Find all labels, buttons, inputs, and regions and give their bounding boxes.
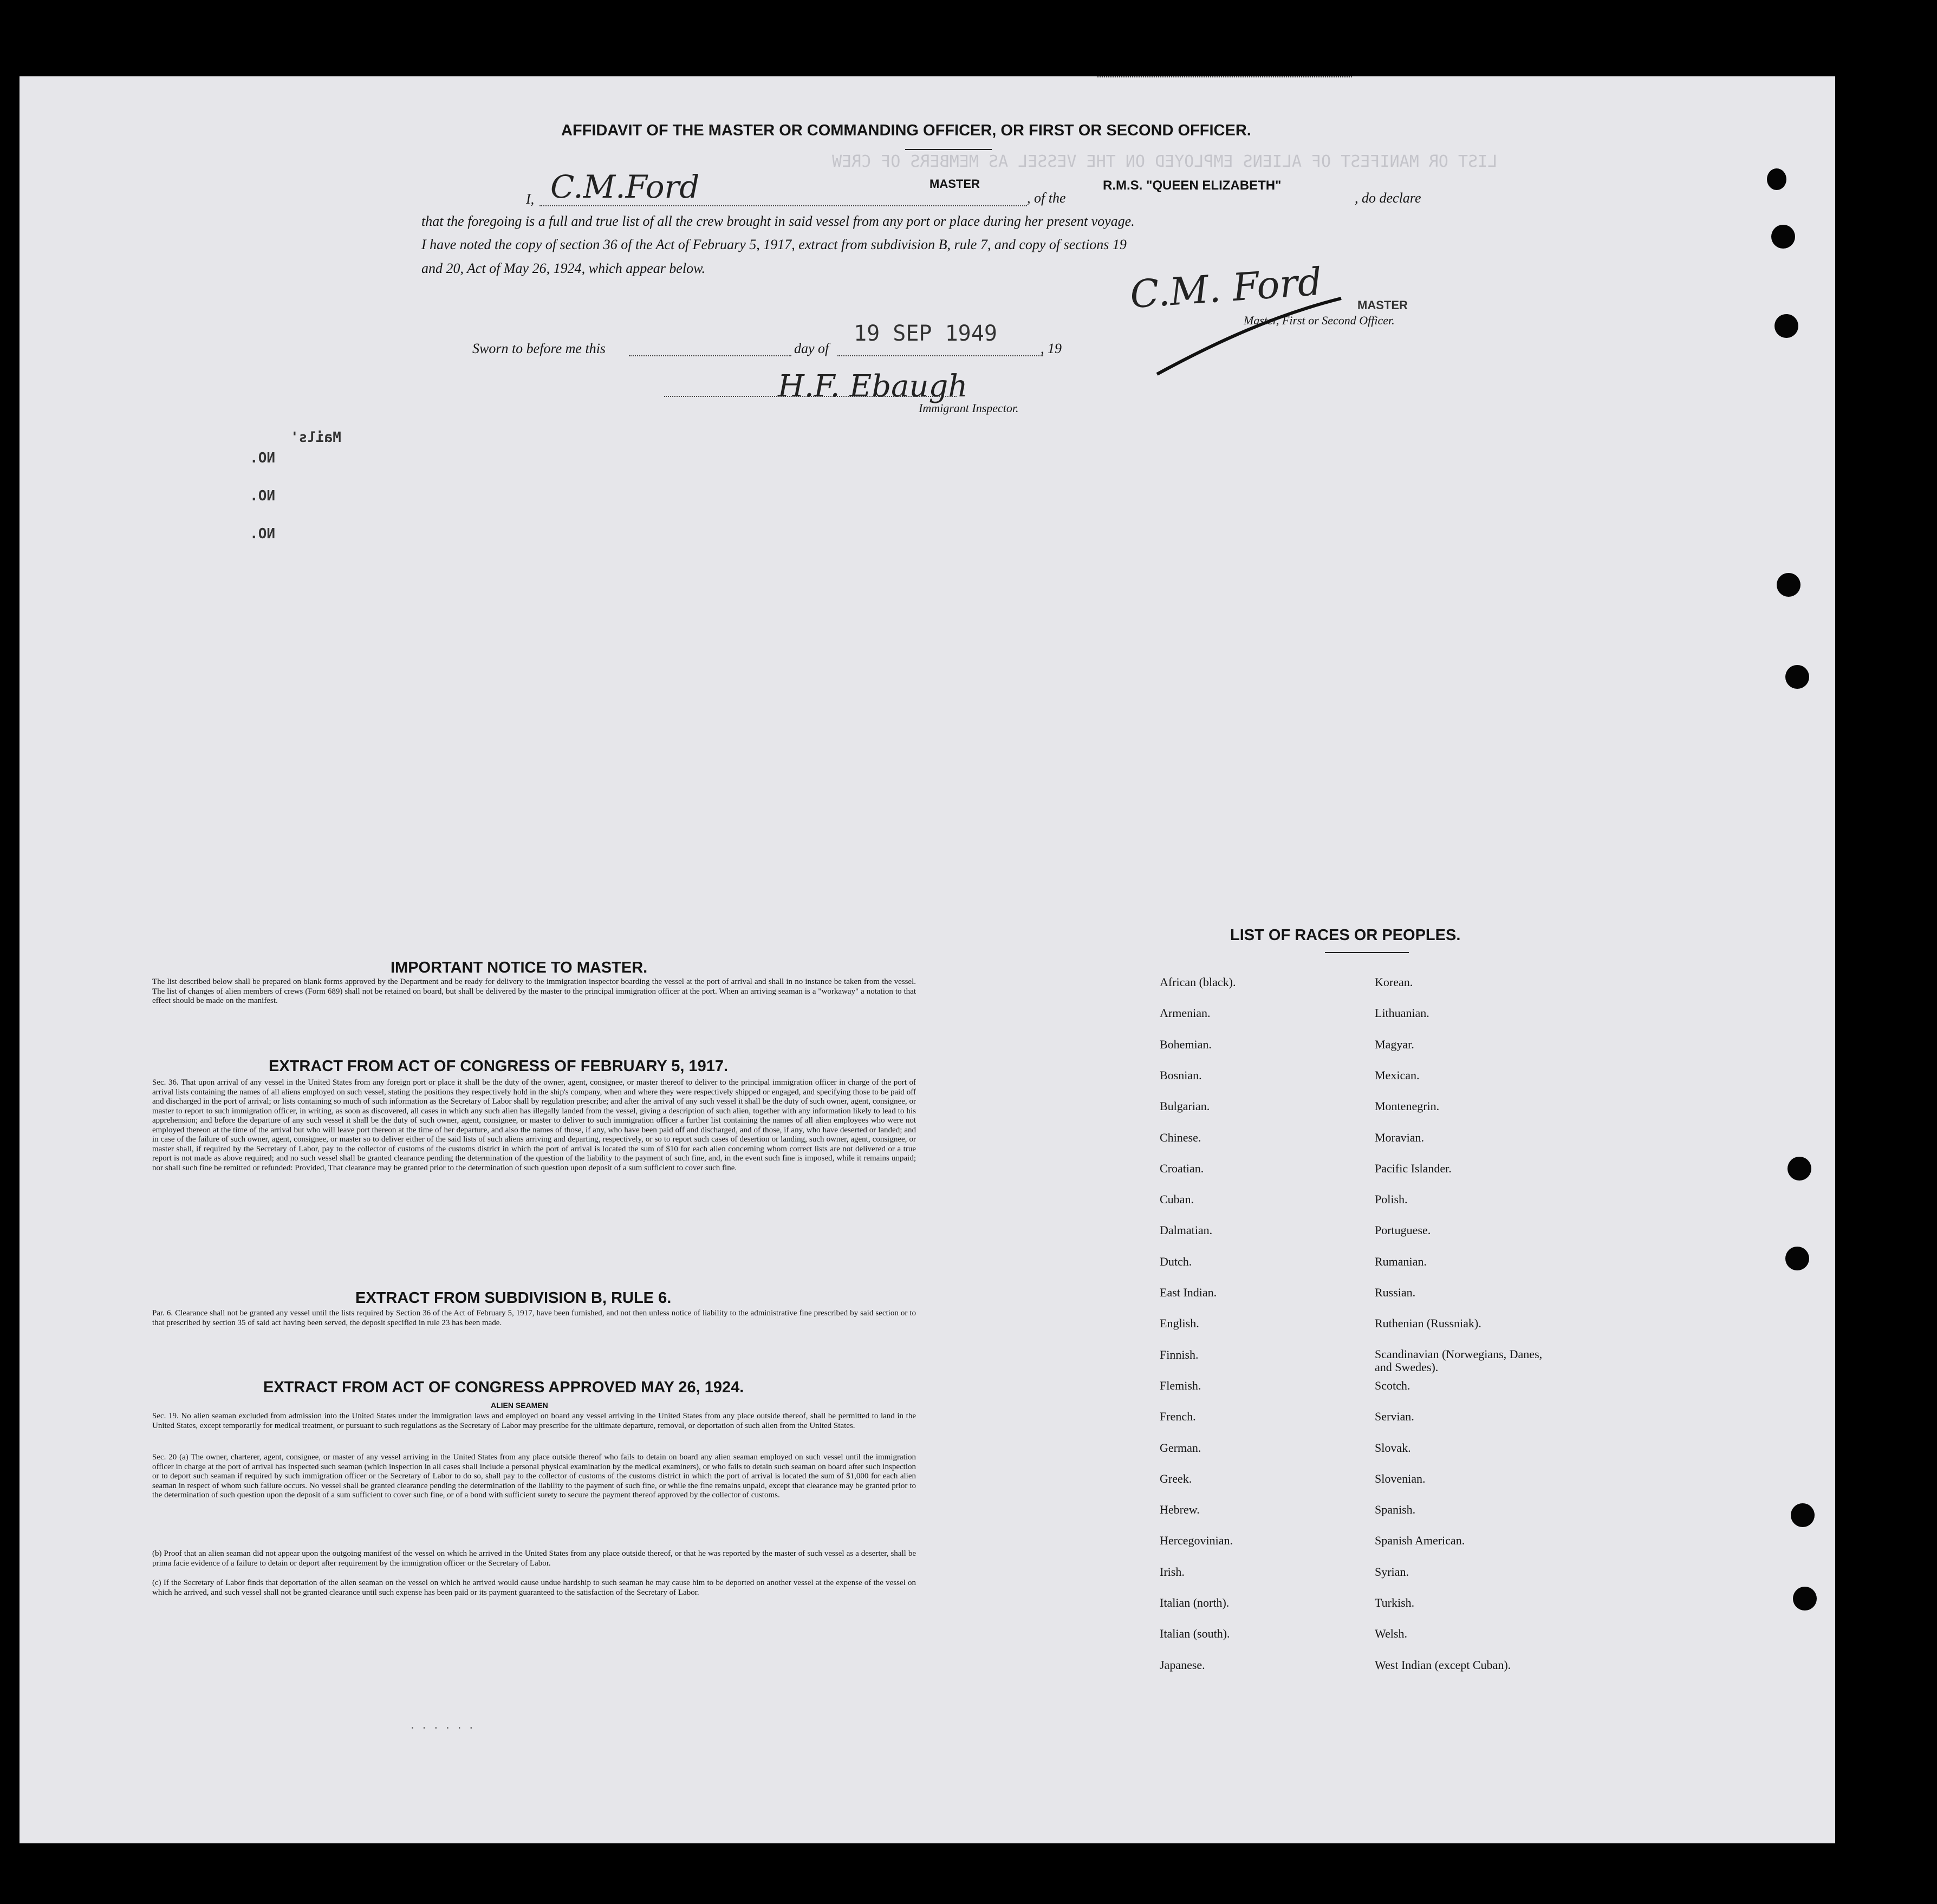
date-stamp: 19 SEP 1949 — [854, 321, 997, 346]
do-declare-label: , do declare — [1355, 190, 1421, 206]
race-item: Servian. — [1375, 1410, 1414, 1424]
race-item: Portuguese. — [1375, 1223, 1431, 1237]
race-item: Italian (north). — [1160, 1596, 1230, 1609]
signature-flourish — [1152, 293, 1347, 380]
race-item: Turkish. — [1375, 1596, 1415, 1609]
race-item: Bosnian. — [1160, 1068, 1202, 1082]
race-item: Hebrew. — [1160, 1503, 1200, 1517]
punch-hole — [1785, 1247, 1809, 1270]
bleed-through-header: LIST OR MANIFEST OF ALIENS EMPLOYED ON THE VESSEL AS MEMBERS OF CREW — [832, 152, 1498, 171]
extract-1924-subtitle: ALIEN SEAMEN — [491, 1401, 548, 1410]
inspector-signature: H.F. Ebaugh — [778, 369, 968, 404]
race-item: Spanish American. — [1375, 1534, 1465, 1548]
stray-marks: · · · · · · — [410, 1723, 474, 1734]
race-item: Italian (south). — [1160, 1627, 1230, 1641]
race-item: Dalmatian. — [1160, 1223, 1213, 1237]
race-item: Scotch. — [1375, 1378, 1410, 1392]
affidavit-line-2: that the foregoing is a full and true list of all the crew brought in said vessel from any port or place during her present voyage. — [421, 213, 1135, 229]
title-underline — [905, 149, 992, 150]
race-item: Welsh. — [1375, 1627, 1407, 1641]
extract-1917-title: EXTRACT FROM ACT OF CONGRESS OF FEBRUARY 5, 1917. — [269, 1058, 729, 1075]
notice-text: The list described below shall be prepared on blank forms approved by the Department and be ready for delivery to the immigration inspector boarding the vessel at the port of arrival and shall in no instance be taken from the vessel. The list of changes of alien members of crews (Form 689) shall not be retained on board, but shall be delivered by the master to the principal immigration officer at the port. When an arriving seaman is a "workaway" a notation to that effect should be made on the manifest. — [152, 977, 916, 1005]
race-item: African (black). — [1160, 975, 1236, 989]
punch-hole — [1767, 168, 1786, 190]
race-item: Moravian. — [1375, 1130, 1425, 1144]
race-item: Pacific Islander. — [1375, 1161, 1452, 1175]
year-prefix: , 19 — [1041, 341, 1062, 356]
inspector-caption: Immigrant Inspector. — [919, 401, 1019, 415]
master-signature: C.M. Ford — [1128, 259, 1324, 317]
document-sheet — [20, 76, 1835, 1843]
race-item: Spanish. — [1375, 1503, 1416, 1517]
extract-1917-text: Sec. 36. That upon arrival of any vessel in the United States from any foreign port or place it shall be the duty of the owner, agent, consignee, or master thereof to deliver to the principal immigration officer in charge of the port of arrival lists containing the names of all aliens employed on such vessel, stating the positions they respectively hold in the ship's company, when and where they were respectively shipped or engaged, and specifying those to be paid off and discharged in the port of arrival; or lists containing so much of such information as the Secretary of Labor shall by regulation prescribe; and after the arrival of any such vessel it shall be the duty of such owner, agent, consignee, or master to report to such immigration officer, in writing, as soon as discovered, all cases in which any such alien has illegally landed from the vessel, giving a description of such alien, together with any information likely to lead to his apprehension; and before the departure of any such vessel it shall be the duty of such owner, agent, consignee, or master to deliver to such immigration officer a further list containing the names of all alien employees who were not employed thereon at the time of the arrival but who will leave port thereon at the time of her departure, and also the names of those, if any, who have been paid off and discharged, and of those, if any, who have deserted or landed; and in case of the failure of such owner, agent, consignee, or master so to deliver either of the said lists of such aliens arriving and departing, respectively, or so to report such cases of desertion or landing, such owner, agent, consignee, or master shall, if required by the Secretary of Labor, pay to the collector of customs of the customs district in which the port of arrival is located the sum of $10 for each alien concerning whom correct lists are not delivered or a true report is not made as above required; and no such vessel shall be granted clearance pending the determination of the question of the liability to the payment of such fine, and, in the event such fine is imposed, while it remains unpaid; nor shall such fine be remitted or refunded: Provided, That clearance may be granted prior to the determination of such question upon deposit of a sum sufficient to cover such fine. — [152, 1078, 916, 1172]
race-item: Scandinavian (Norwegians, Danes, and Swedes). — [1375, 1347, 1543, 1374]
affidavit-line-3: I have noted the copy of section 36 of the Act of February 5, 1917, extract from subdivision B, rule 7, and copy of sections 19 — [421, 237, 1127, 252]
punch-hole — [1777, 573, 1800, 597]
races-title: LIST OF RACES OR PEOPLES. — [1230, 927, 1461, 944]
name-line — [540, 205, 1027, 206]
race-item: Slovenian. — [1375, 1471, 1426, 1485]
signature-rank: MASTER — [1357, 298, 1408, 312]
race-item: Japanese. — [1160, 1658, 1205, 1672]
race-item: Polish. — [1375, 1192, 1408, 1207]
inspector-line — [664, 396, 957, 397]
extract-1924-sec19: Sec. 19. No alien seaman excluded from admission into the United States under the immigration laws and employed on board any vessel arriving in the United States from any place outside thereof, shall be permitted to land in the United States, except temporarily for medical treatment, or pursuant to such regulations as the Secretary of Labor may prescribe for the ultimate departure, removal, or deportation of such alien from the United States. — [152, 1412, 916, 1430]
affidavit-title: AFFIDAVIT OF THE MASTER OR COMMANDING OFFICER, OR FIRST OR SECOND OFFICER. — [561, 122, 1251, 139]
race-item: Montenegrin. — [1375, 1099, 1440, 1113]
punch-hole — [1787, 1157, 1811, 1181]
sworn-label: Sworn to before me this — [472, 341, 606, 356]
extract-rule6-text: Par. 6. Clearance shall not be granted any vessel until the lists required by Section 36 of the Act of February 5, 1917, have been furnished, and not then unless notice of liability to the administrative fine prescribed by said section or to that prescribed by section 35 of said act having been served, the deposit specified in rule 23 has been made. — [152, 1309, 916, 1327]
day-of-label: day of — [794, 341, 829, 356]
bleed-word: Mails' — [290, 429, 341, 446]
sworn-month-line — [837, 355, 1043, 356]
master-name-handwritten: C.M.Ford — [550, 168, 700, 205]
punch-hole — [1774, 314, 1798, 338]
punch-hole — [1793, 1587, 1817, 1610]
race-item: Irish. — [1160, 1564, 1185, 1579]
race-item: West Indian (except Cuban). — [1375, 1658, 1511, 1672]
races-title-underline — [1325, 952, 1409, 953]
extract-rule6-title: EXTRACT FROM SUBDIVISION B, RULE 6. — [355, 1289, 672, 1307]
extract-1924-title: EXTRACT FROM ACT OF CONGRESS APPROVED MAY 26, 1924. — [263, 1379, 744, 1396]
vessel-line — [1097, 76, 1352, 77]
race-item: Syrian. — [1375, 1564, 1409, 1579]
race-item: Ruthenian (Russniak). — [1375, 1316, 1481, 1331]
race-item: Mexican. — [1375, 1068, 1420, 1082]
race-item: Slovak. — [1375, 1440, 1411, 1455]
race-item: Armenian. — [1160, 1006, 1211, 1020]
race-item: Bulgarian. — [1160, 1099, 1210, 1113]
affidavit-line-4: and 20, Act of May 26, 1924, which appear below. — [421, 260, 706, 276]
race-item: Magyar. — [1375, 1037, 1414, 1051]
extract-1924-sec20c: (c) If the Secretary of Labor finds that deportation of the alien seaman on the vessel on which he arrived would cause undue hardship to such seaman he may cause him to be deported on another vessel at the expense of the vessel on which he arrived, and such vessel shall not be granted clearance until such expense has been paid or its payment guaranteed to the satisfaction of the Secretary of Labor. — [152, 1579, 916, 1597]
race-item: Greek. — [1160, 1471, 1192, 1485]
punch-hole — [1785, 665, 1809, 689]
race-item: Cuban. — [1160, 1192, 1194, 1207]
race-item: English. — [1160, 1316, 1199, 1331]
race-item: Dutch. — [1160, 1254, 1192, 1268]
sworn-day-line — [629, 355, 791, 356]
race-item: Lithuanian. — [1375, 1006, 1429, 1020]
of-the-label: , of the — [1027, 190, 1066, 206]
race-item: Hercegovinian. — [1160, 1534, 1233, 1548]
race-item: Bohemian. — [1160, 1037, 1212, 1051]
race-item: Chinese. — [1160, 1130, 1201, 1144]
signature-caption: Master, First or Second Officer. — [1244, 314, 1395, 327]
margin-no-1: NO. — [250, 450, 275, 466]
i-label: I, — [526, 191, 535, 207]
race-item: Russian. — [1375, 1286, 1416, 1299]
rank-typed: MASTER — [929, 177, 980, 191]
extract-1924-sec20a: Sec. 20 (a) The owner, charterer, agent, consignee, or master of any vessel arriving in the United States from any place outside thereof who fails to detain on board any alien seaman employed on such vessel until the immigration officer in charge at the port of arrival has inspected such seaman (which inspection in all cases shall include a personal physical examination by the medical examiners), or who fails to detain such seaman on board after such inspection or to deport such seaman if required by such immigration officer or the Secretary of Labor to do so, shall pay to the collector of customs of the customs district in which the port of arrival is located the sum of $1,000 for each alien seaman in respect of whom such failure occurs. No vessel shall be granted clearance pending the determination of the liability to the payment of such fine, or while the fine remains unpaid, except that clearance may be granted prior to the determination of such question upon the deposit of a sum sufficient to cover such fine, or of a bond with sufficient surety to secure the payment thereof approved by the collector of customs. — [152, 1453, 916, 1499]
race-item: French. — [1160, 1410, 1196, 1424]
race-item: German. — [1160, 1440, 1201, 1455]
punch-hole — [1771, 225, 1795, 249]
punch-hole — [1791, 1503, 1815, 1527]
margin-no-3: NO. — [250, 526, 275, 542]
race-item: Croatian. — [1160, 1161, 1204, 1175]
race-item: Flemish. — [1160, 1378, 1201, 1392]
race-item: Korean. — [1375, 975, 1413, 989]
race-item: East Indian. — [1160, 1286, 1217, 1299]
race-item: Rumanian. — [1375, 1254, 1427, 1268]
vessel-name: R.M.S. "QUEEN ELIZABETH" — [1103, 178, 1282, 193]
extract-1924-sec20b: (b) Proof that an alien seaman did not appear upon the outgoing manifest of the vessel on which he arrived in the United States from any place outside thereof, or that he was reported by the master of such vessel as a deserter, shall be prima facie evidence of a failure to detain or deport after requirement by the immigration officer or the Secretary of Labor. — [152, 1549, 916, 1568]
notice-title: IMPORTANT NOTICE TO MASTER. — [391, 959, 648, 976]
margin-no-2: NO. — [250, 488, 275, 504]
race-item: Finnish. — [1160, 1347, 1199, 1361]
